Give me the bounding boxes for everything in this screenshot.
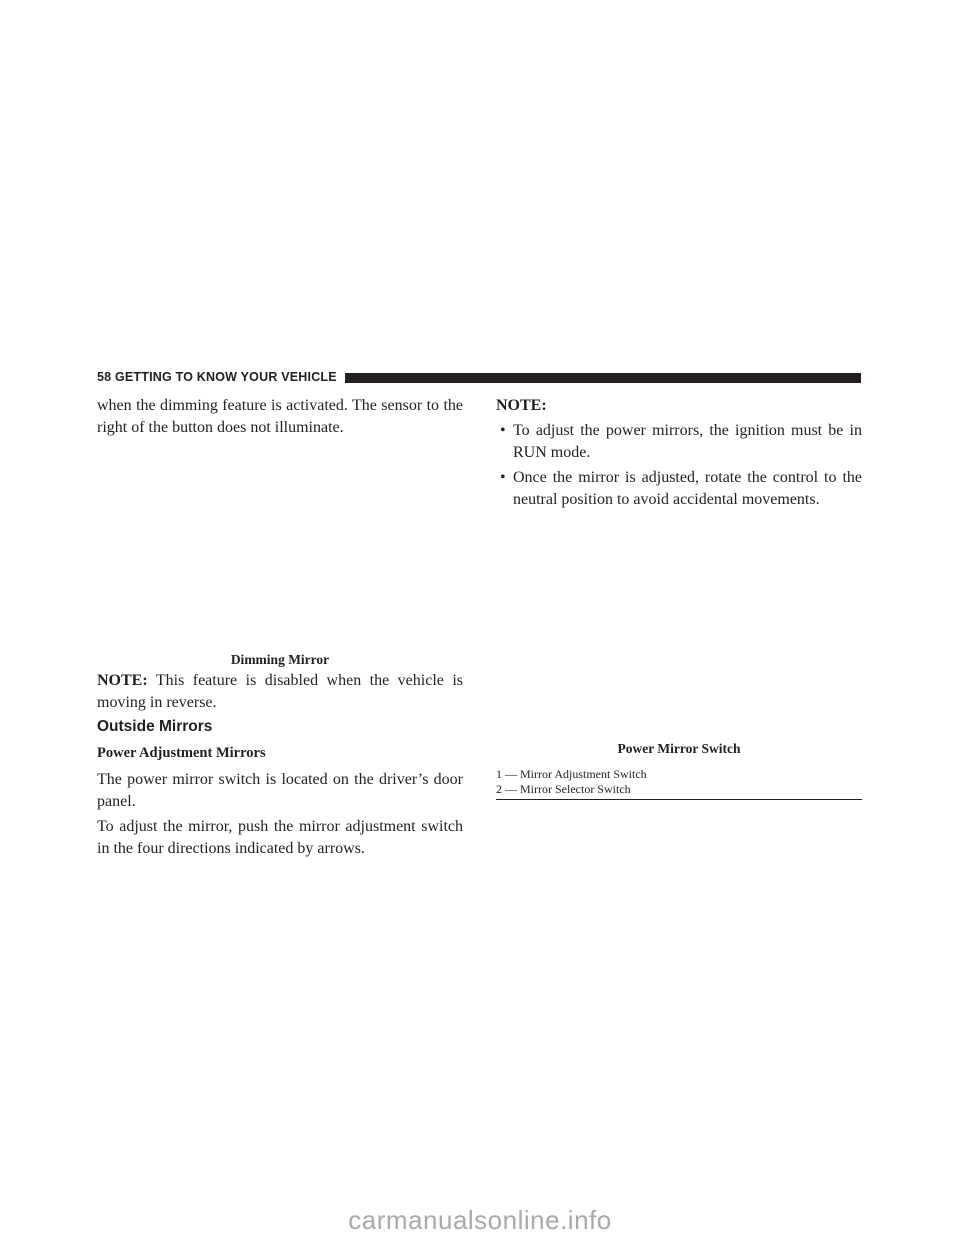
bullet-item [496,467,862,511]
page-header [97,371,861,385]
mirror-location-paragraph [97,769,463,813]
subsection-title: Power Adjustment Mirrors [97,745,266,761]
bullet-dot: • [500,422,506,439]
bullet-item [496,420,862,464]
figure-legend [496,767,862,797]
right-note-heading: NOTE: [496,397,547,414]
note-label: NOTE: [97,672,148,689]
intro-paragraph [97,395,463,439]
mirror-adjust-paragraph [97,816,463,860]
watermark: carmanualsonline.info [348,1205,612,1235]
section-title: Outside Mirrors [97,718,213,735]
mirror-location-text: The power mirror switch is located on the driver’s door panel. [97,771,463,810]
intro-text: when the dimming feature is activated. The sensor to the right of the button does not illuminate. [97,397,463,436]
mirror-adjust-text: To adjust the mirror, push the mirror adjustment switch in the four directions indicated by arrows. [97,818,463,857]
header-rule [345,373,861,383]
power-mirror-switch-caption: Power Mirror Switch [617,741,741,756]
dimming-mirror-caption: Dimming Mirror [230,652,330,667]
page-number-label: 58 GETTING TO KNOW YOUR VEHICLE [97,370,337,384]
legend-item: 2 — Mirror Selector Switch [496,782,631,796]
note-paragraph [97,670,463,714]
legend-item: 1 — Mirror Adjustment Switch [496,767,647,781]
bullet-dot: • [500,469,506,486]
legend-rule [496,799,862,800]
bullet-text: To adjust the power mirrors, the ignition must be in RUN mode. [513,422,862,461]
bullet-text: Once the mirror is adjusted, rotate the control to the neutral position to avoid accidental movements. [513,469,862,508]
note-text: This feature is disabled when the vehicle is moving in reverse. [97,672,463,711]
